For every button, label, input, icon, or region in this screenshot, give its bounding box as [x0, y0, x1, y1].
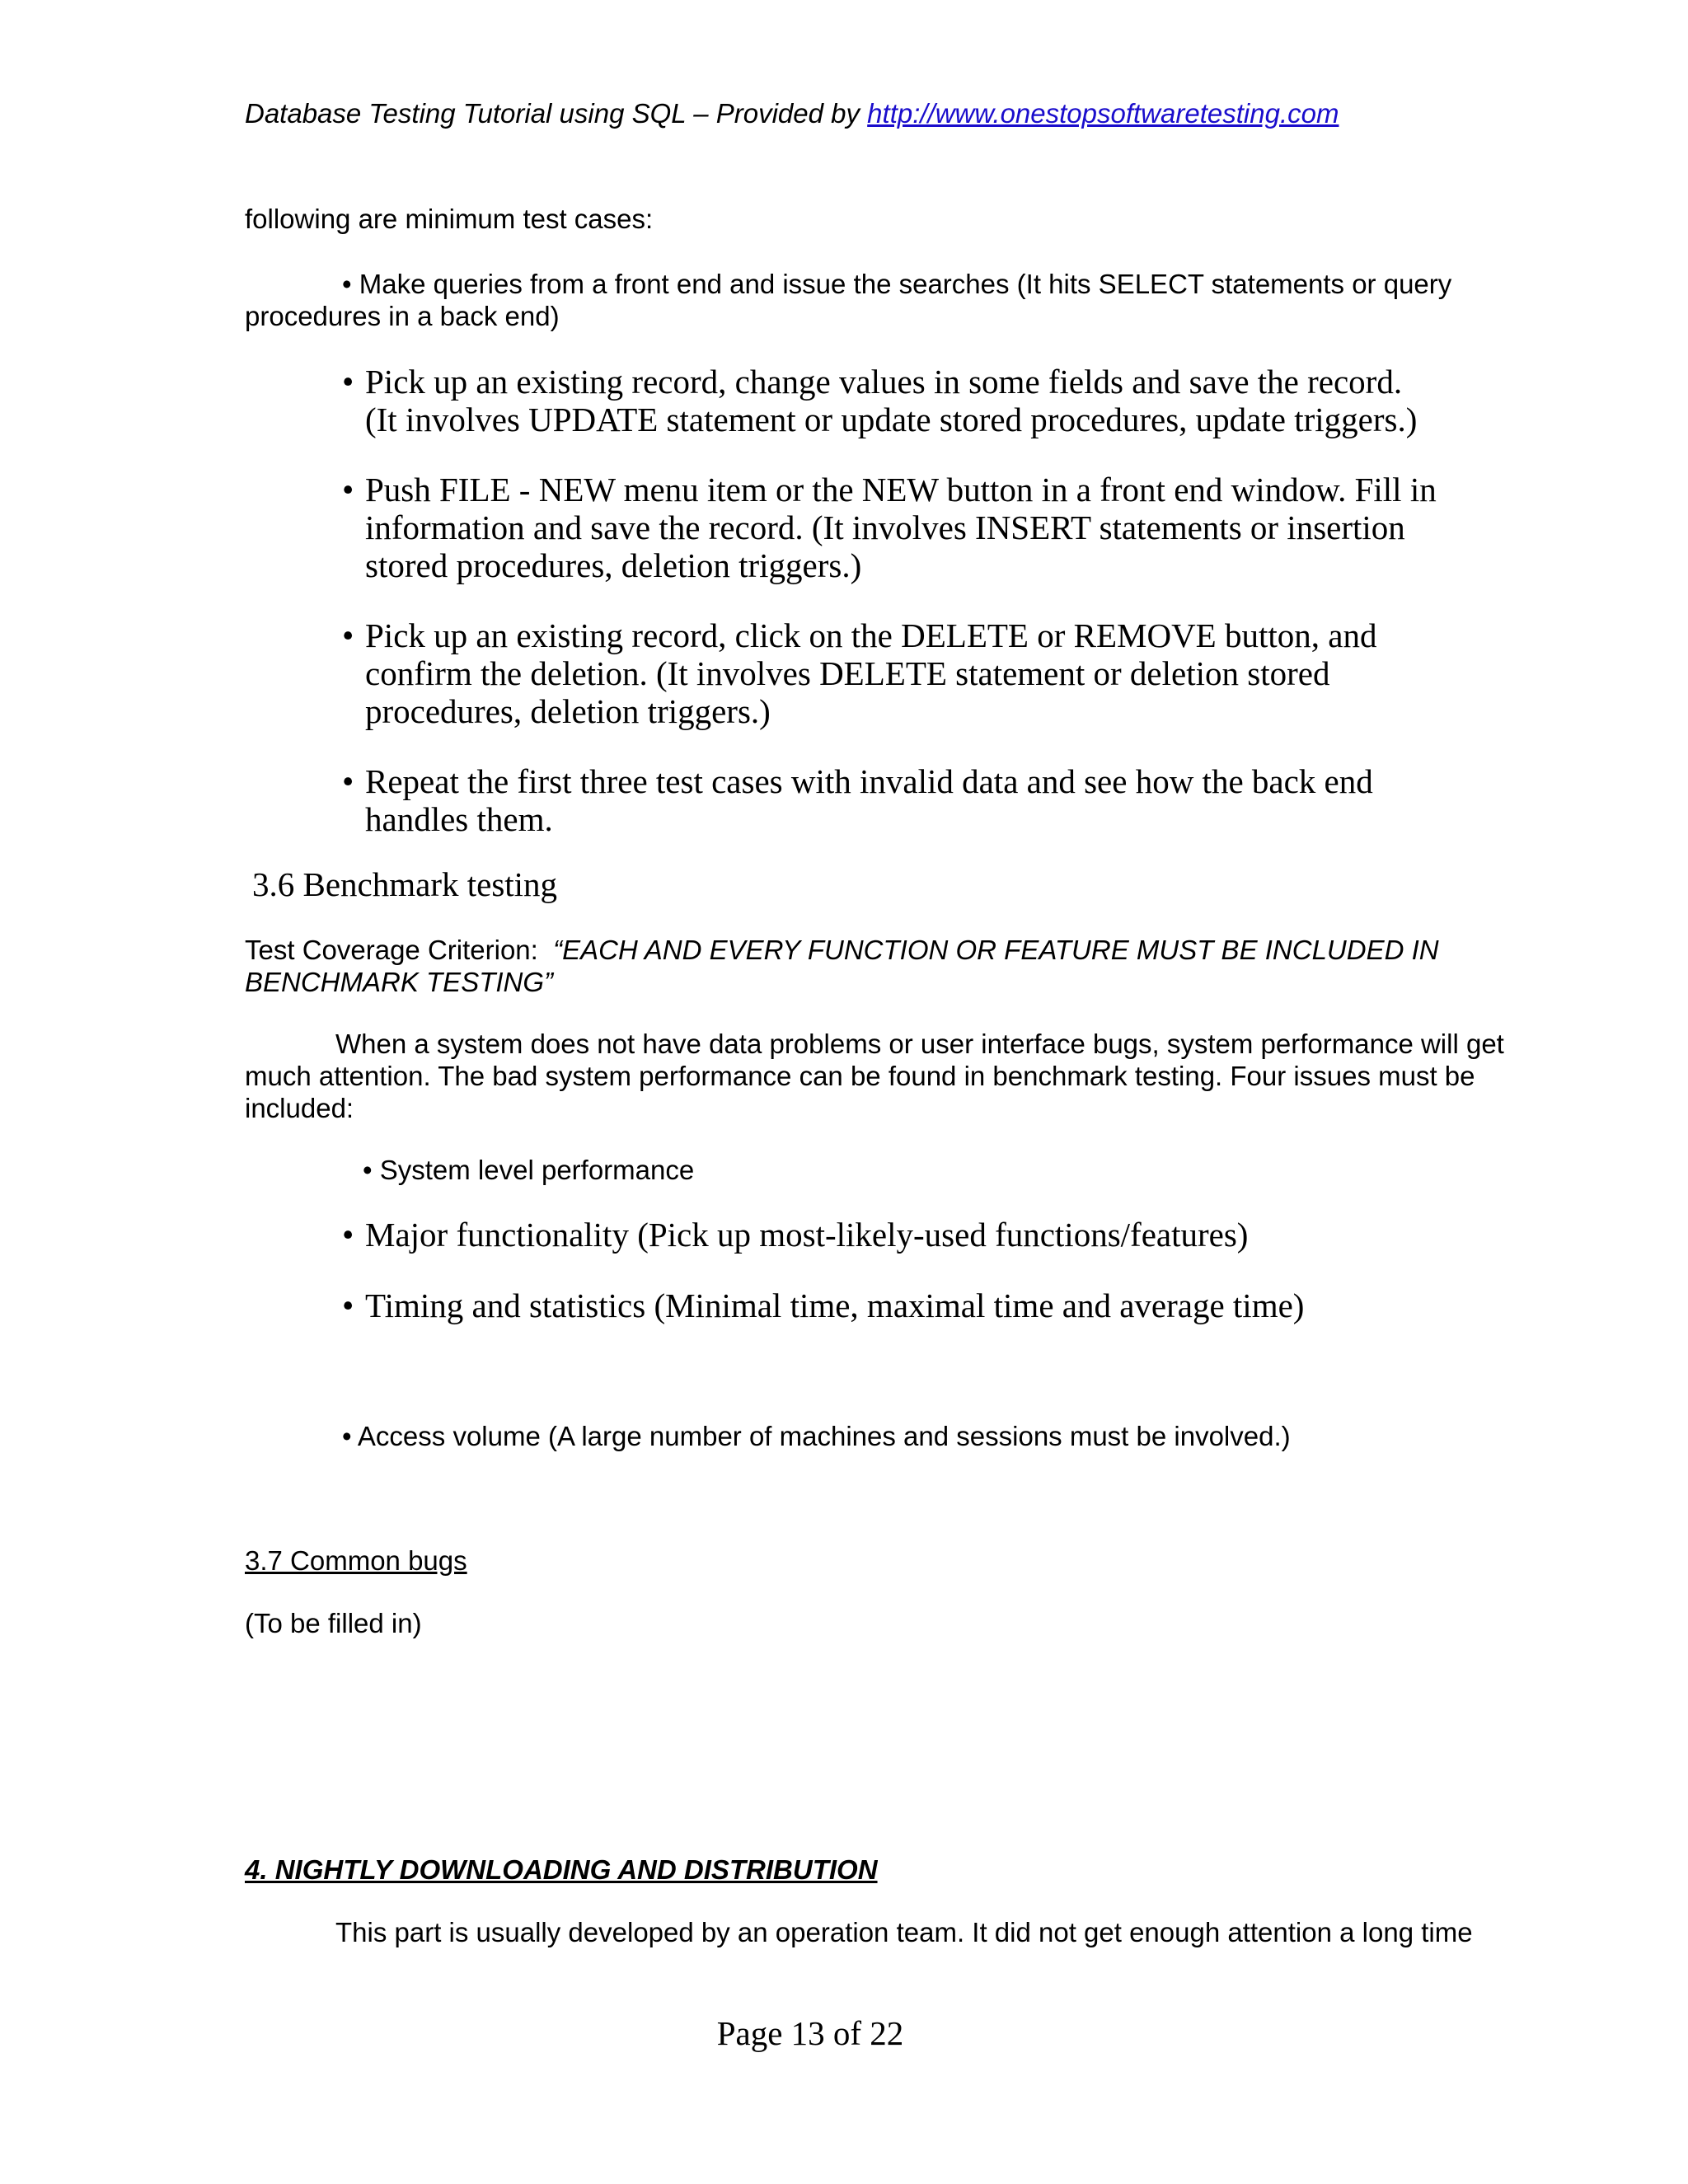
bullet-icon: • [342, 762, 354, 800]
nightly-paragraph: This part is usually developed by an operation team. It did not get enough attention a long time [335, 1917, 1473, 1947]
issue-item: • Major functionality (Pick up most-likely-used functions/features) [342, 1216, 1249, 1254]
test-case-insert: • Push FILE - NEW menu item or the NEW button in a front end window. Fill in information and save the record. (It involves INSERT statements or insertion stored procedures, deletion triggers.) [342, 471, 1437, 584]
bullet-icon: • [342, 363, 354, 401]
page-header [245, 97, 1339, 129]
test-case-update: • Pick up an existing record, change values in some fields and save the record. (It involves UPDATE statement or update stored procedures, update triggers.) [342, 363, 1418, 438]
bullet-icon: • [342, 616, 354, 654]
bullet-icon: • [342, 1286, 354, 1324]
header-text: Database Testing Tutorial using SQL – Provided by [245, 98, 868, 129]
bullet-icon: • [363, 1155, 373, 1185]
test-case-repeat: • Repeat the first three test cases with invalid data and see how the back end handles them. [342, 762, 1373, 838]
test-coverage-criterion: Test Coverage Criterion: “EACH AND EVERY FUNCTION OR FEATURE MUST BE INCLUDED IN BENCHMARK TESTING” [245, 935, 1439, 997]
header-link[interactable]: http://www.onestopsoftwaretesting.com [867, 98, 1339, 129]
benchmark-paragraph: When a system does not have data problems or user interface bugs, system performance will get much attention. The bad system performance can be found in benchmark testing. Four issues must be included: [245, 1029, 1504, 1123]
section-heading-common-bugs: 3.7 Common bugs [245, 1545, 467, 1576]
intro-text: following are minimum test cases: [245, 204, 654, 234]
section-heading-benchmark: 3.6 Benchmark testing [252, 865, 558, 903]
bullet-icon: • [342, 1421, 352, 1451]
bullet-icon: • [342, 471, 354, 509]
section-heading-nightly: 4. NIGHTLY DOWNLOADING AND DISTRIBUTION [245, 1854, 878, 1885]
issue-item: • Access volume (A large number of machines and sessions must be involved.) [342, 1421, 1291, 1451]
issue-item: • Timing and statistics (Minimal time, maximal time and average time) [342, 1286, 1305, 1324]
issue-item: • System level performance [363, 1155, 695, 1185]
test-case-delete: • Pick up an existing record, click on the DELETE or REMOVE button, and confirm the deletion. (It involves DELETE statement or deletion stored procedures, deletion triggers.) [342, 616, 1377, 730]
test-case-select: • Make queries from a front end and issue the searches (It hits SELECT statements or query procedures in a back end) [245, 269, 1452, 331]
common-bugs-text: (To be filled in) [245, 1608, 422, 1638]
bullet-icon: • [342, 1216, 354, 1254]
page-number: Page 13 of 22 [716, 2014, 904, 2052]
bullet-icon: • [342, 269, 352, 299]
